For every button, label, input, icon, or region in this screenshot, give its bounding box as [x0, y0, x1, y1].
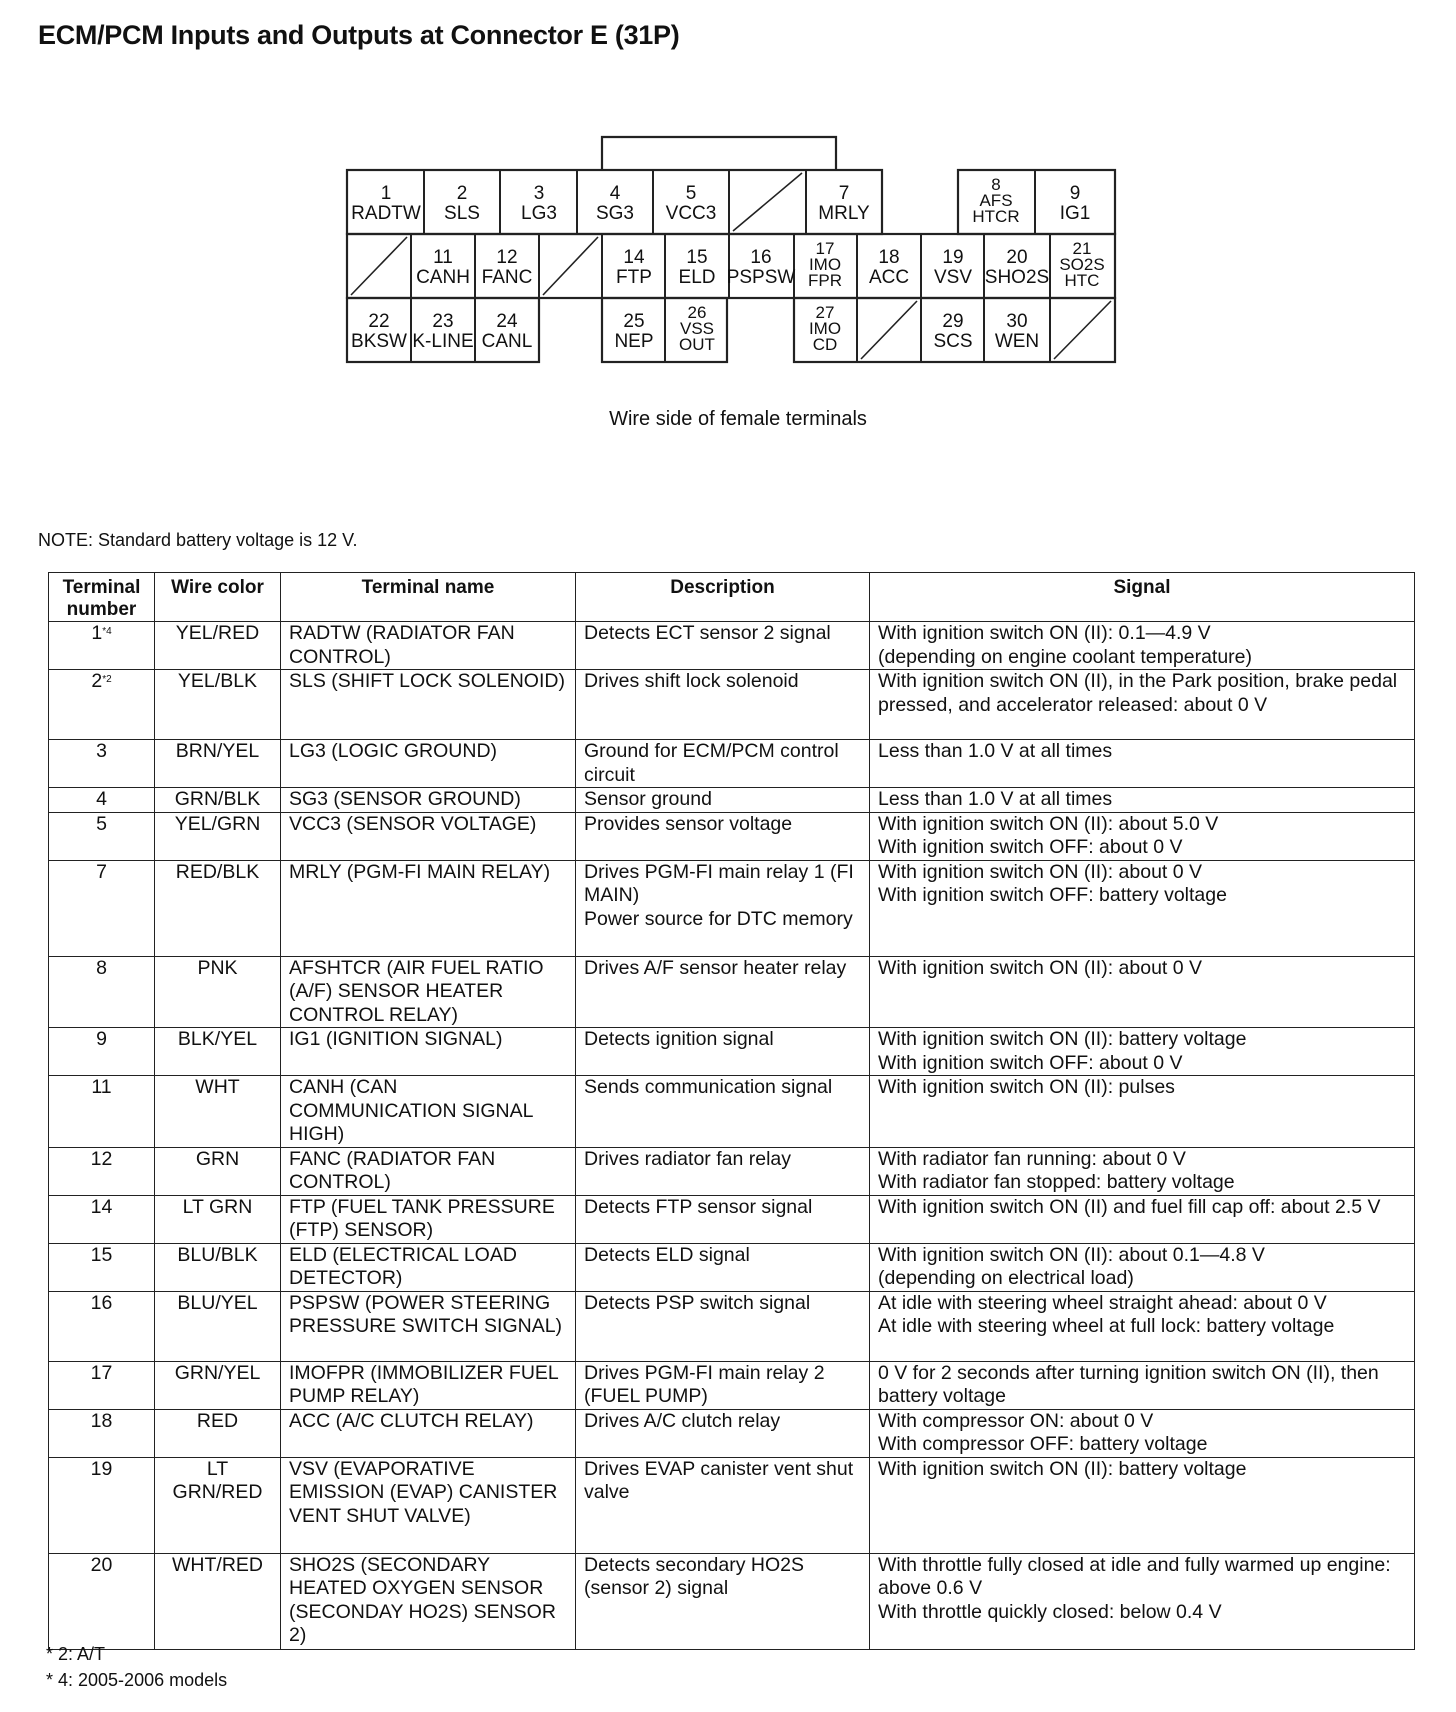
terminal-signal-name: CANL [481, 331, 533, 352]
wire-color: YEL/BLK [155, 670, 281, 740]
terminal-23-label [412, 311, 473, 352]
header-terminal-name: Terminal name [281, 573, 576, 622]
table-row [49, 1457, 1415, 1553]
signal: With ignition switch ON (II): battery voltage [870, 1457, 1415, 1553]
terminal-name: SG3 (SENSOR GROUND) [281, 788, 576, 813]
wire-color: LT GRN [155, 1195, 281, 1243]
terminal-number [49, 740, 155, 788]
wire-color: RED [155, 1409, 281, 1457]
signal: With ignition switch ON (II): 0.1—4.9 V (depending on engine coolant temperature) [870, 622, 1415, 670]
signal: Less than 1.0 V at all times [870, 740, 1415, 788]
wire-color: RED/BLK [155, 860, 281, 956]
wire-color: BRN/YEL [155, 740, 281, 788]
footnote-4: * 4: 2005-2006 models [46, 1670, 228, 1690]
terminal-number: 19 [942, 247, 964, 268]
connector-caption: Wire side of female terminals [609, 408, 867, 430]
header-description: Description [576, 573, 870, 622]
terminal-number: 4 [609, 183, 621, 204]
terminal-30-label [995, 311, 1039, 352]
description: Detects ECT sensor 2 signal [576, 622, 870, 670]
terminal-number [49, 860, 155, 956]
terminal-number-value: 8 [96, 956, 107, 979]
description: Drives EVAP canister vent shut valve [576, 1457, 870, 1553]
terminal-name: VSV (EVAPORATIVE EMISSION (EVAP) CANISTER VENT SHUT VALVE) [281, 1457, 576, 1553]
terminal-signal-name: SG3 [595, 203, 635, 224]
signal: At idle with steering wheel straight ahead: about 0 V At idle with steering wheel at full lock: battery voltage [870, 1291, 1415, 1361]
wire-color: WHT [155, 1076, 281, 1148]
terminal-number [49, 622, 155, 670]
terminal-number [49, 670, 155, 740]
table-row [49, 1147, 1415, 1195]
table-row [49, 812, 1415, 860]
terminal-number: 25 [623, 311, 645, 332]
wire-color: YEL/GRN [155, 812, 281, 860]
terminal-number-value: 12 [90, 1147, 113, 1170]
terminal-name: CANH (CAN COMMUNICATION SIGNAL HIGH) [281, 1076, 576, 1148]
signal: With ignition switch ON (II): about 5.0 V With ignition switch OFF: about 0 V [870, 812, 1415, 860]
terminal-signal-name: IG1 [1059, 203, 1091, 224]
terminal-name: VCC3 (SENSOR VOLTAGE) [281, 812, 576, 860]
terminal-19-label [934, 247, 972, 288]
description: Detects secondary HO2S (sensor 2) signal [576, 1553, 870, 1649]
footnote-2: * 2: A/T [46, 1644, 106, 1664]
terminal-5-label [666, 183, 717, 224]
terminal-number: 23 [432, 311, 454, 332]
terminal-signal-name: RADTW [351, 203, 421, 224]
signal: With ignition switch ON (II): about 0 V [870, 956, 1415, 1028]
header-signal: Signal [870, 573, 1415, 622]
terminal-number-value: 19 [90, 1457, 113, 1480]
signal: 0 V for 2 seconds after turning ignition switch ON (II), then battery voltage [870, 1361, 1415, 1409]
wire-color: BLU/YEL [155, 1291, 281, 1361]
terminal-number-value: 5 [96, 812, 107, 835]
terminal-signal-name: IMO [808, 255, 842, 274]
wire-color: BLU/BLK [155, 1243, 281, 1291]
terminal-signal-name: K-LINE [412, 331, 474, 352]
terminal-signal-name: FTP [616, 267, 652, 288]
terminal-signal-name: OUT [679, 335, 715, 354]
terminal-number: 22 [368, 311, 390, 332]
terminal-name: SLS (SHIFT LOCK SOLENOID) [281, 670, 576, 740]
terminal-table [48, 572, 1415, 1650]
wire-color: PNK [155, 956, 281, 1028]
terminal-name: SHO2S (SECONDARY HEATED OXYGEN SENSOR (SECONDAY HO2S) SENSOR 2) [281, 1553, 576, 1649]
terminal-signal-name: HTC [1064, 271, 1100, 290]
description: Sends communication signal [576, 1076, 870, 1148]
description: Drives PGM-FI main relay 2 (FUEL PUMP) [576, 1361, 870, 1409]
table-row [49, 1553, 1415, 1649]
signal: With throttle fully closed at idle and fully warmed up engine: above 0.6 V With throttle quickly closed: below 0.4 V [870, 1553, 1415, 1649]
signal: Less than 1.0 V at all times [870, 788, 1415, 813]
terminal-25-label [614, 311, 653, 352]
terminal-signal-name: MRLY [818, 203, 870, 224]
terminal-number: 3 [533, 183, 545, 204]
table-row [49, 740, 1415, 788]
terminal-signal-name: ELD [678, 267, 716, 288]
terminal-signal-name: VSV [933, 267, 973, 288]
terminal-number [49, 1409, 155, 1457]
terminal-name: FANC (RADIATOR FAN CONTROL) [281, 1147, 576, 1195]
description: Drives A/F sensor heater relay [576, 956, 870, 1028]
terminal-18-label [869, 247, 909, 288]
terminal-signal-name: BKSW [351, 331, 407, 352]
description: Detects ignition signal [576, 1028, 870, 1076]
table-row [49, 860, 1415, 956]
terminal-number-value: 4 [96, 788, 107, 810]
terminal-signal-name: HTCR [972, 207, 1020, 226]
terminal-signal-name: VCC3 [665, 203, 717, 224]
wire-color: GRN [155, 1147, 281, 1195]
terminal-name: AFSHTCR (AIR FUEL RATIO (A/F) SENSOR HEATER CONTROL RELAY) [281, 956, 576, 1028]
description: Drives radiator fan relay [576, 1147, 870, 1195]
terminal-number-value: 16 [90, 1291, 113, 1314]
description: Ground for ECM/PCM control circuit [576, 740, 870, 788]
terminal-number-value: 3 [96, 740, 107, 762]
wire-color: GRN/YEL [155, 1361, 281, 1409]
terminal-11-label [416, 247, 470, 288]
wire-color: BLK/YEL [155, 1028, 281, 1076]
terminal-number [49, 812, 155, 860]
description: Detects FTP sensor signal [576, 1195, 870, 1243]
terminal-number-value: 14 [90, 1195, 113, 1218]
terminal-number: 2 [456, 183, 468, 204]
table-row [49, 1243, 1415, 1291]
description: Drives shift lock solenoid [576, 670, 870, 740]
terminal-number-value: 15 [90, 1243, 113, 1266]
terminal-number-value: 1 [91, 622, 103, 644]
terminal-number-value: 18 [90, 1409, 113, 1432]
terminal-number: 20 [1006, 247, 1028, 268]
description: Detects ELD signal [576, 1243, 870, 1291]
terminal-number: 15 [686, 247, 708, 268]
terminal-signal-name: PSPSW [726, 267, 796, 288]
terminal-name: LG3 (LOGIC GROUND) [281, 740, 576, 788]
terminal-9-label [1060, 183, 1091, 224]
signal: With ignition switch ON (II) and fuel fill cap off: about 2.5 V [870, 1195, 1415, 1243]
terminal-name: MRLY (PGM-FI MAIN RELAY) [281, 860, 576, 956]
terminal-number: 29 [942, 311, 964, 332]
terminal-17-label [808, 239, 842, 290]
terminal-signal-name: LG3 [521, 203, 557, 224]
terminal-signal-name: IMO [808, 319, 842, 338]
terminal-number-value: 2 [91, 670, 103, 692]
description: Provides sensor voltage [576, 812, 870, 860]
terminal-number-value: 17 [90, 1361, 113, 1384]
connector-diagram [0, 0, 1456, 400]
terminal-number [49, 1147, 155, 1195]
terminal-number [49, 1243, 155, 1291]
terminal-number [49, 956, 155, 1028]
terminal-8-label [972, 175, 1019, 226]
terminal-number [49, 1291, 155, 1361]
terminal-number: 26 [687, 303, 707, 322]
terminal-3-label [521, 183, 557, 224]
connector-outline [347, 137, 1115, 362]
description: Sensor ground [576, 788, 870, 813]
footnote-ref: *4 [102, 626, 112, 637]
terminal-number: 8 [991, 175, 1001, 194]
terminal-number: 14 [623, 247, 645, 268]
voltage-note: NOTE: Standard battery voltage is 12 V. [38, 530, 358, 550]
terminal-number [49, 788, 155, 813]
header-wire-color: Wire color [155, 573, 281, 622]
terminal-number [49, 1457, 155, 1553]
table-row [49, 1076, 1415, 1148]
terminal-number: 9 [1069, 183, 1081, 204]
terminal-number [49, 1553, 155, 1649]
table-row [49, 1409, 1415, 1457]
terminal-number: 24 [496, 311, 518, 332]
description: Drives A/C clutch relay [576, 1409, 870, 1457]
terminal-26-label [679, 303, 715, 354]
table-row [49, 1195, 1415, 1243]
table-row [49, 1028, 1415, 1076]
terminal-signal-name: SHO2S [984, 267, 1050, 288]
page-title: ECM/PCM Inputs and Outputs at Connector E (31P) [38, 20, 680, 50]
table-row [49, 788, 1415, 813]
terminal-signal-name: FANC [481, 267, 533, 288]
footnote-ref: *2 [102, 674, 112, 685]
signal: With ignition switch ON (II): battery voltage With ignition switch OFF: about 0 V [870, 1028, 1415, 1076]
terminal-name: FTP (FUEL TANK PRESSURE (FTP) SENSOR) [281, 1195, 576, 1243]
terminal-signal-name: CANH [416, 267, 470, 288]
terminal-signal-name: NEP [614, 331, 654, 352]
table-row [49, 1361, 1415, 1409]
terminal-29-label [933, 311, 972, 352]
terminal-7-label [818, 183, 870, 224]
terminal-number: 18 [878, 247, 900, 268]
table-row [49, 956, 1415, 1028]
wire-color: YEL/RED [155, 622, 281, 670]
terminal-4-label [596, 183, 634, 224]
terminal-1-label [351, 183, 421, 224]
terminal-number: 7 [838, 183, 850, 204]
terminal-signal-name: FPR [808, 271, 842, 290]
terminal-name: ELD (ELECTRICAL LOAD DETECTOR) [281, 1243, 576, 1291]
signal: With ignition switch ON (II), in the Park position, brake pedal pressed, and accelerator released: about 0 V [870, 670, 1415, 740]
wire-color: LT GRN/RED [155, 1457, 281, 1553]
terminal-number-value: 11 [91, 1076, 112, 1098]
terminal-signal-name: SLS [444, 203, 480, 224]
terminal-27-label [809, 303, 841, 354]
terminal-number: 11 [433, 247, 453, 268]
terminal-number: 5 [685, 183, 697, 204]
signal: With compressor ON: about 0 V With compressor OFF: battery voltage [870, 1409, 1415, 1457]
wire-color: WHT/RED [155, 1553, 281, 1649]
terminal-signal-name: CD [812, 335, 838, 354]
terminal-signal-name: VSS [679, 319, 715, 338]
signal: With ignition switch ON (II): about 0 V With ignition switch OFF: battery voltage [870, 860, 1415, 956]
terminal-name: PSPSW (POWER STEERING PRESSURE SWITCH SIGNAL) [281, 1291, 576, 1361]
terminal-name: RADTW (RADIATOR FAN CONTROL) [281, 622, 576, 670]
table-row [49, 1291, 1415, 1361]
terminal-name: ACC (A/C CLUTCH RELAY) [281, 1409, 576, 1457]
terminal-number [49, 1361, 155, 1409]
terminal-number: 12 [496, 247, 518, 268]
terminal-signal-name: SO2S [1059, 255, 1105, 274]
terminal-number: 21 [1072, 239, 1092, 258]
terminal-2-label [444, 183, 480, 224]
signal: With ignition switch ON (II): pulses [870, 1076, 1415, 1148]
table-row [49, 670, 1415, 740]
terminal-number: 17 [815, 239, 835, 258]
terminal-name: IMOFPR (IMMOBILIZER FUEL PUMP RELAY) [281, 1361, 576, 1409]
wire-color: GRN/BLK [155, 788, 281, 813]
terminal-22-label [351, 311, 407, 352]
signal: With radiator fan running: about 0 V With radiator fan stopped: battery voltage [870, 1147, 1415, 1195]
terminal-15-label [679, 247, 716, 288]
terminal-number: 16 [750, 247, 772, 268]
terminal-number-value: 7 [96, 860, 107, 883]
terminal-number [49, 1076, 155, 1148]
signal: With ignition switch ON (II): about 0.1—4.8 V (depending on electrical load) [870, 1243, 1415, 1291]
terminal-number-value: 20 [90, 1553, 113, 1576]
terminal-14-label [616, 247, 652, 288]
table-header-row [49, 573, 1415, 622]
description: Detects PSP switch signal [576, 1291, 870, 1361]
terminal-signal-name: SCS [933, 331, 973, 352]
terminal-24-label [482, 311, 533, 352]
terminal-number [49, 1028, 155, 1076]
table-row [49, 622, 1415, 670]
terminal-16-label [727, 247, 796, 288]
terminal-name: IG1 (IGNITION SIGNAL) [281, 1028, 576, 1076]
description: Drives PGM-FI main relay 1 (FI MAIN) Power source for DTC memory [576, 860, 870, 956]
terminal-signal-name: WEN [994, 331, 1040, 352]
terminal-number [49, 1195, 155, 1243]
terminal-number: 27 [815, 303, 835, 322]
terminal-12-label [482, 247, 533, 288]
terminal-number: 1 [380, 183, 392, 204]
header-terminal-number: Terminal number [49, 573, 155, 622]
terminal-number-value: 9 [96, 1028, 107, 1050]
terminal-signal-name: AFS [979, 191, 1013, 210]
terminal-20-label [985, 247, 1049, 288]
terminal-number: 30 [1006, 311, 1028, 332]
terminal-21-label [1059, 239, 1104, 290]
terminal-signal-name: ACC [868, 267, 910, 288]
